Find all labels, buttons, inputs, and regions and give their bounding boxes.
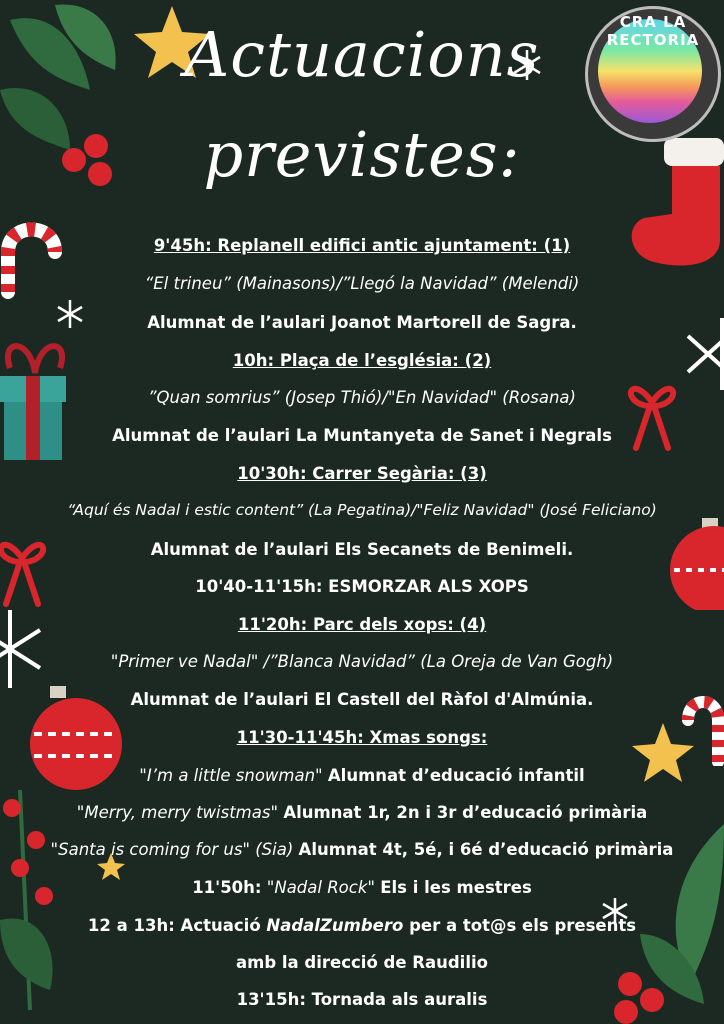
xmas-song-1 <box>0 766 724 785</box>
schedule-songs-4: "Primer ve Nadal" /”Blanca Navidad” (La Oreja de Van Gogh) <box>110 652 614 671</box>
zumba-pre: 12 a 13h: Actuació <box>87 916 261 935</box>
schedule-heading-1: 9'45h: Replanell edifici antic ajuntament: (1) <box>153 236 571 255</box>
zumba-performance <box>0 916 724 935</box>
schedule-heading-2: 10h: Plaça de l’església: (2) <box>232 351 492 370</box>
rock-performers: Els i les mestres <box>380 878 532 897</box>
schedule-group-2: Alumnat de l’aulari La Muntanyeta de Sanet i Negrals <box>112 426 612 445</box>
schedule-heading-4: 11'20h: Parc dels xops: (4) <box>237 615 487 634</box>
xmas-song-2-group: Alumnat 1r, 2n i 3r d’educació primària <box>283 803 648 822</box>
xmas-song-2-title: "Merry, merry twistmas" <box>76 803 279 822</box>
schedule-group-3: Alumnat de l’aulari Els Secanets de Benimeli. <box>150 540 574 559</box>
return-to-classrooms: 13'15h: Tornada als auralis <box>236 990 488 1009</box>
teachers-rock <box>0 878 724 897</box>
title-line-1: Actuacions <box>184 18 540 91</box>
zumba-name: NadalZumbero <box>266 916 404 935</box>
title-line-2: previstes: <box>203 118 521 191</box>
xmas-song-2 <box>0 803 724 822</box>
schedule-heading-5: 11'30-11'45h: Xmas songs: <box>236 728 488 747</box>
schedule-breakfast: 10'40-11'15h: ESMORZAR ALS XOPS <box>195 577 529 596</box>
holly-bottom-left-decoration <box>0 790 100 1020</box>
xmas-song-1-group: Alumnat d’educació infantil <box>327 766 585 785</box>
schedule-group-4: Alumnat de l’aulari El Castell del Ràfol d'Almúnia. <box>130 690 594 709</box>
xmas-song-3-group: Alumnat 4t, 5é, i 6é d’educació primària <box>298 840 674 859</box>
badge-text: CRA LA RECTORIA <box>606 13 700 49</box>
schedule-songs-3: “Aquí és Nadal i estic content” (La Pegatina)/"Feliz Navidad" (José Feliciano) <box>67 501 657 519</box>
schedule-heading-3: 10'30h: Carrer Segària: (3) <box>237 464 487 483</box>
zumba-post: per a tot@s els presents <box>409 916 637 935</box>
rock-song: "Nadal Rock" <box>266 878 375 897</box>
schedule-songs-2: ”Quan somrius” (Josep Thió)/"En Navidad" (Rosana) <box>148 388 576 407</box>
xmas-song-3 <box>0 840 724 859</box>
zumba-direction: amb la direcció de Raudilio <box>236 953 488 972</box>
schedule-songs-1: “El trineu” (Mainasons)/”Llegó la Navidad” (Melendi) <box>144 274 580 293</box>
rock-time: 11'50h: <box>192 878 262 897</box>
xmas-song-3-title: "Santa is coming for us" (Sia) <box>50 840 294 859</box>
xmas-song-1-title: "I’m a little snowman" <box>139 766 323 785</box>
schedule-group-1: Alumnat de l’aulari Joanot Martorell de Sagra. <box>147 313 577 332</box>
